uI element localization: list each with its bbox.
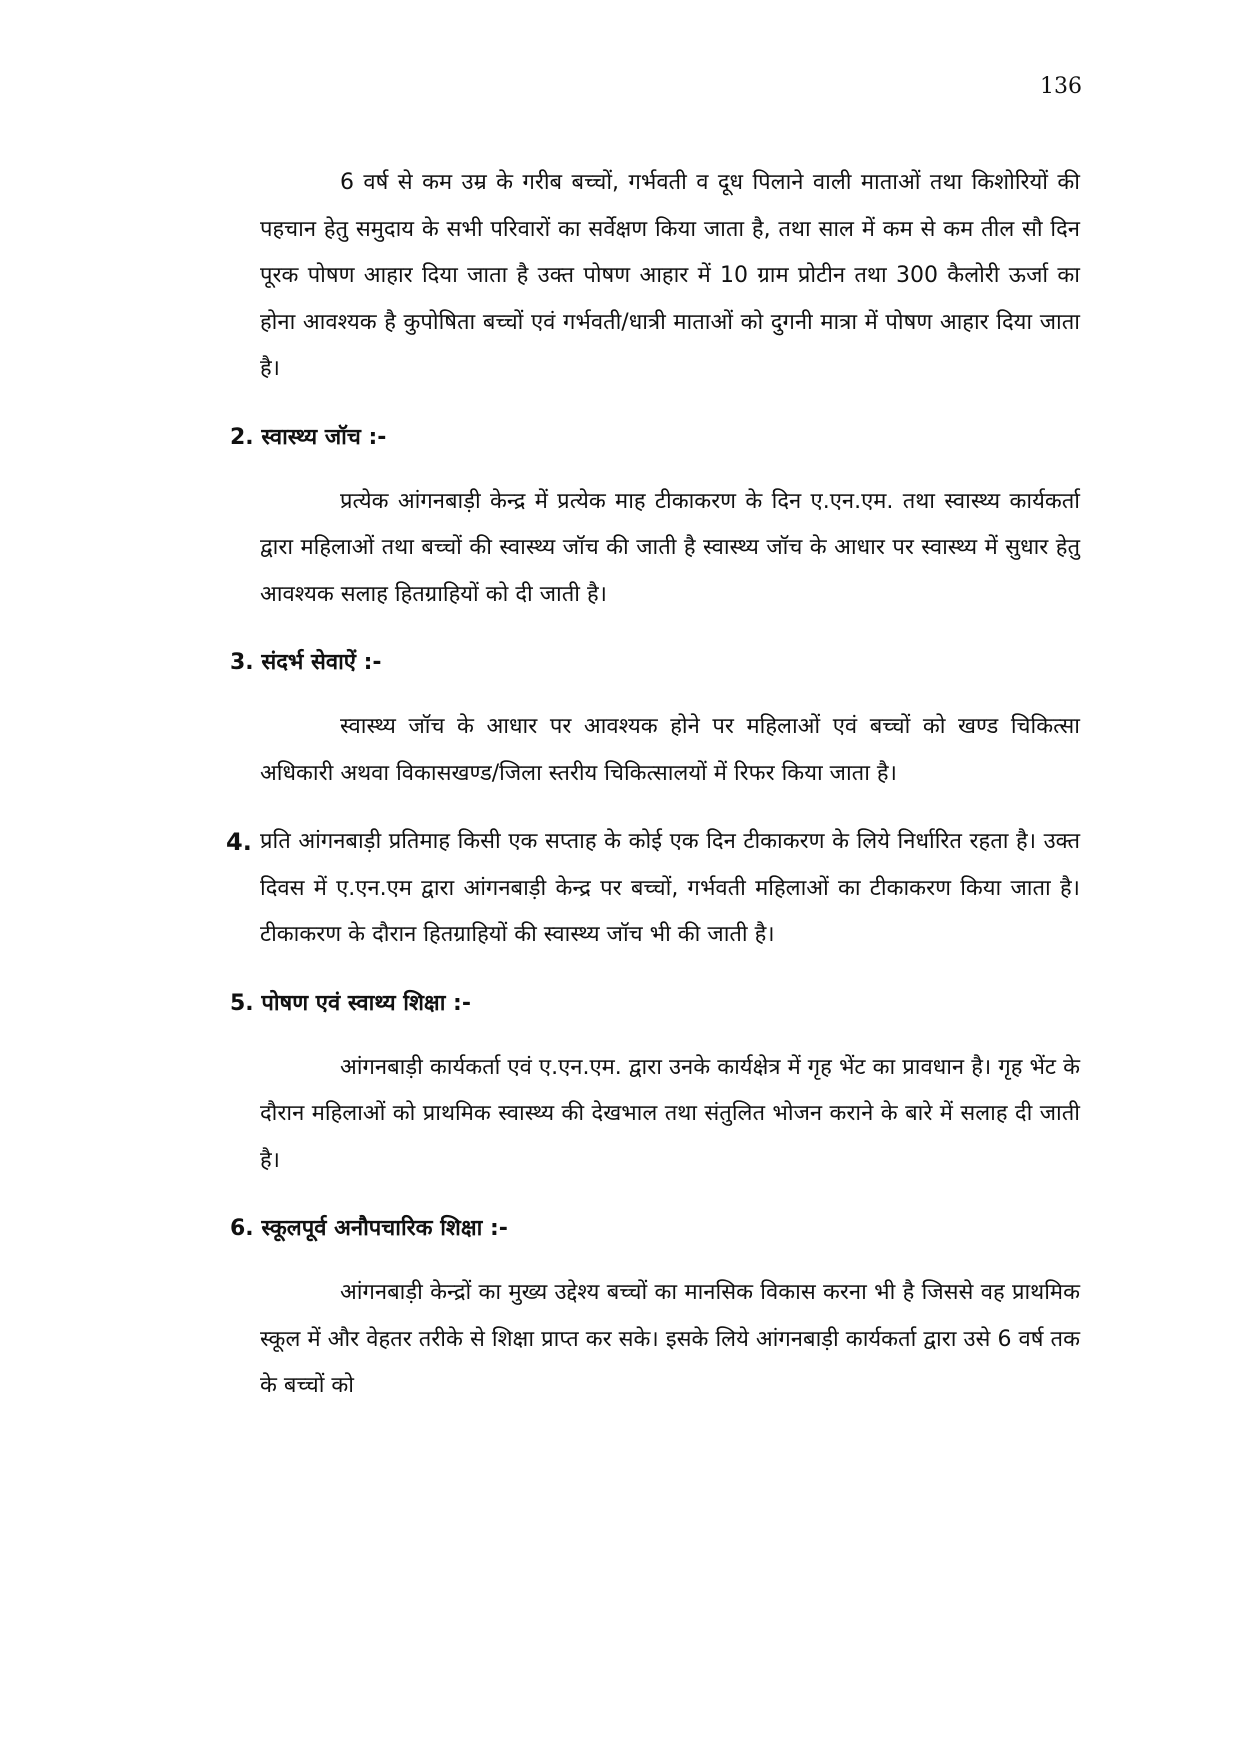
paragraph-immunization: प्रति आंगनबाड़ी प्रतिमाह किसी एक सप्ताह के कोई एक दिन टीकाकरण के लिये निर्धारित रहता है। उक्त दिवस में ए.एन.एम द्वारा आंगनबाड़ी केन्द्र पर बच्चों, गर्भवती महिलाओं का टीकाकरण किया जाता है। टीकाकरण के दौरान हितग्राहियों की स्वास्थ्य जॉच भी की जाती है। [260, 829, 1080, 947]
numbered-item-immunization [226, 819, 1080, 959]
page-number: 136 [1040, 74, 1082, 99]
paragraph-nutrition-health-education: आंगनबाड़ी कार्यकर्ता एवं ए.एन.एम. द्वारा उनके कार्यक्षेत्र में गृह भेंट का प्रावधान है। गृह भेंट के दौरान महिलाओं को प्राथमिक स्वास्थ्य की देखभाल तथा संतुलित भोजन कराने के बारे में सलाह दी जाती है। [260, 1054, 1080, 1173]
heading-health-checkup: 2. स्वास्थ्य जॉच :- [230, 424, 387, 450]
paragraph-referral-services: स्वास्थ्य जॉच के आधार पर आवश्यक होने पर महिलाओं एवं बच्चों को खण्ड चिकित्सा अधिकारी अथवा विकासखण्ड/जिला स्तरीय चिकित्सालयों में रिफर किया जाता है। [260, 714, 1080, 786]
document-body [226, 160, 1080, 1410]
heading-preschool-education: 6. स्कूलपूर्व अनौपचारिक शिक्षा :- [230, 1216, 508, 1241]
paragraph-health-checkup: प्रत्येक आंगनबाड़ी केन्द्र में प्रत्येक माह टीकाकरण के दिन ए.एन.एम. तथा स्वास्थ्य कार्यकर्ता द्वारा महिलाओं तथा बच्चों की स्वास्थ्य जॉच की जाती है स्वास्थ्य जॉच के आधार पर स्वास्थ्य में सुधार हेतु आवश्यक सलाह हितग्राहियों को दी जाती है। [260, 488, 1080, 607]
heading-nutrition-health-education: 5. पोषण एवं स्वाथ्य शिक्षा :- [230, 990, 471, 1016]
intro-paragraph: 6 वर्ष से कम उम्र के गरीब बच्चों, गर्भवती व दूध पिलाने वाली माताओं तथा किशोरियों की पहचान हेतु समुदाय के सभी परिवारों का सर्वेक्षण किया जाता है, तथा साल में कम से कम तील सौ दिन पूरक पोषण आहार दिया जाता है उक्त पोषण आहार में 10 ग्राम प्रोटीन तथा 300 कैलोरी ऊर्जा का होना आवश्यक है कुपोषिता बच्चों एवं गर्भवती/धात्री माताओं को दुगनी मात्रा में पोषण आहार दिया जाता है। [260, 170, 1080, 381]
item-number: 4. [226, 828, 252, 856]
paragraph-preschool-education: आंगनबाड़ी केन्द्रों का मुख्य उद्देश्य बच्चों का मानसिक विकास करना भी है जिससे वह प्राथमिक स्कूल में और वेहतर तरीके से शिक्षा प्राप्त कर सके। इसके लिये आंगनबाड़ी कार्यकर्ता द्वारा उसे 6 वर्ष तक के बच्चों को [260, 1280, 1080, 1398]
heading-referral-services: 3. संदर्भ सेवाऐं :- [230, 650, 382, 675]
